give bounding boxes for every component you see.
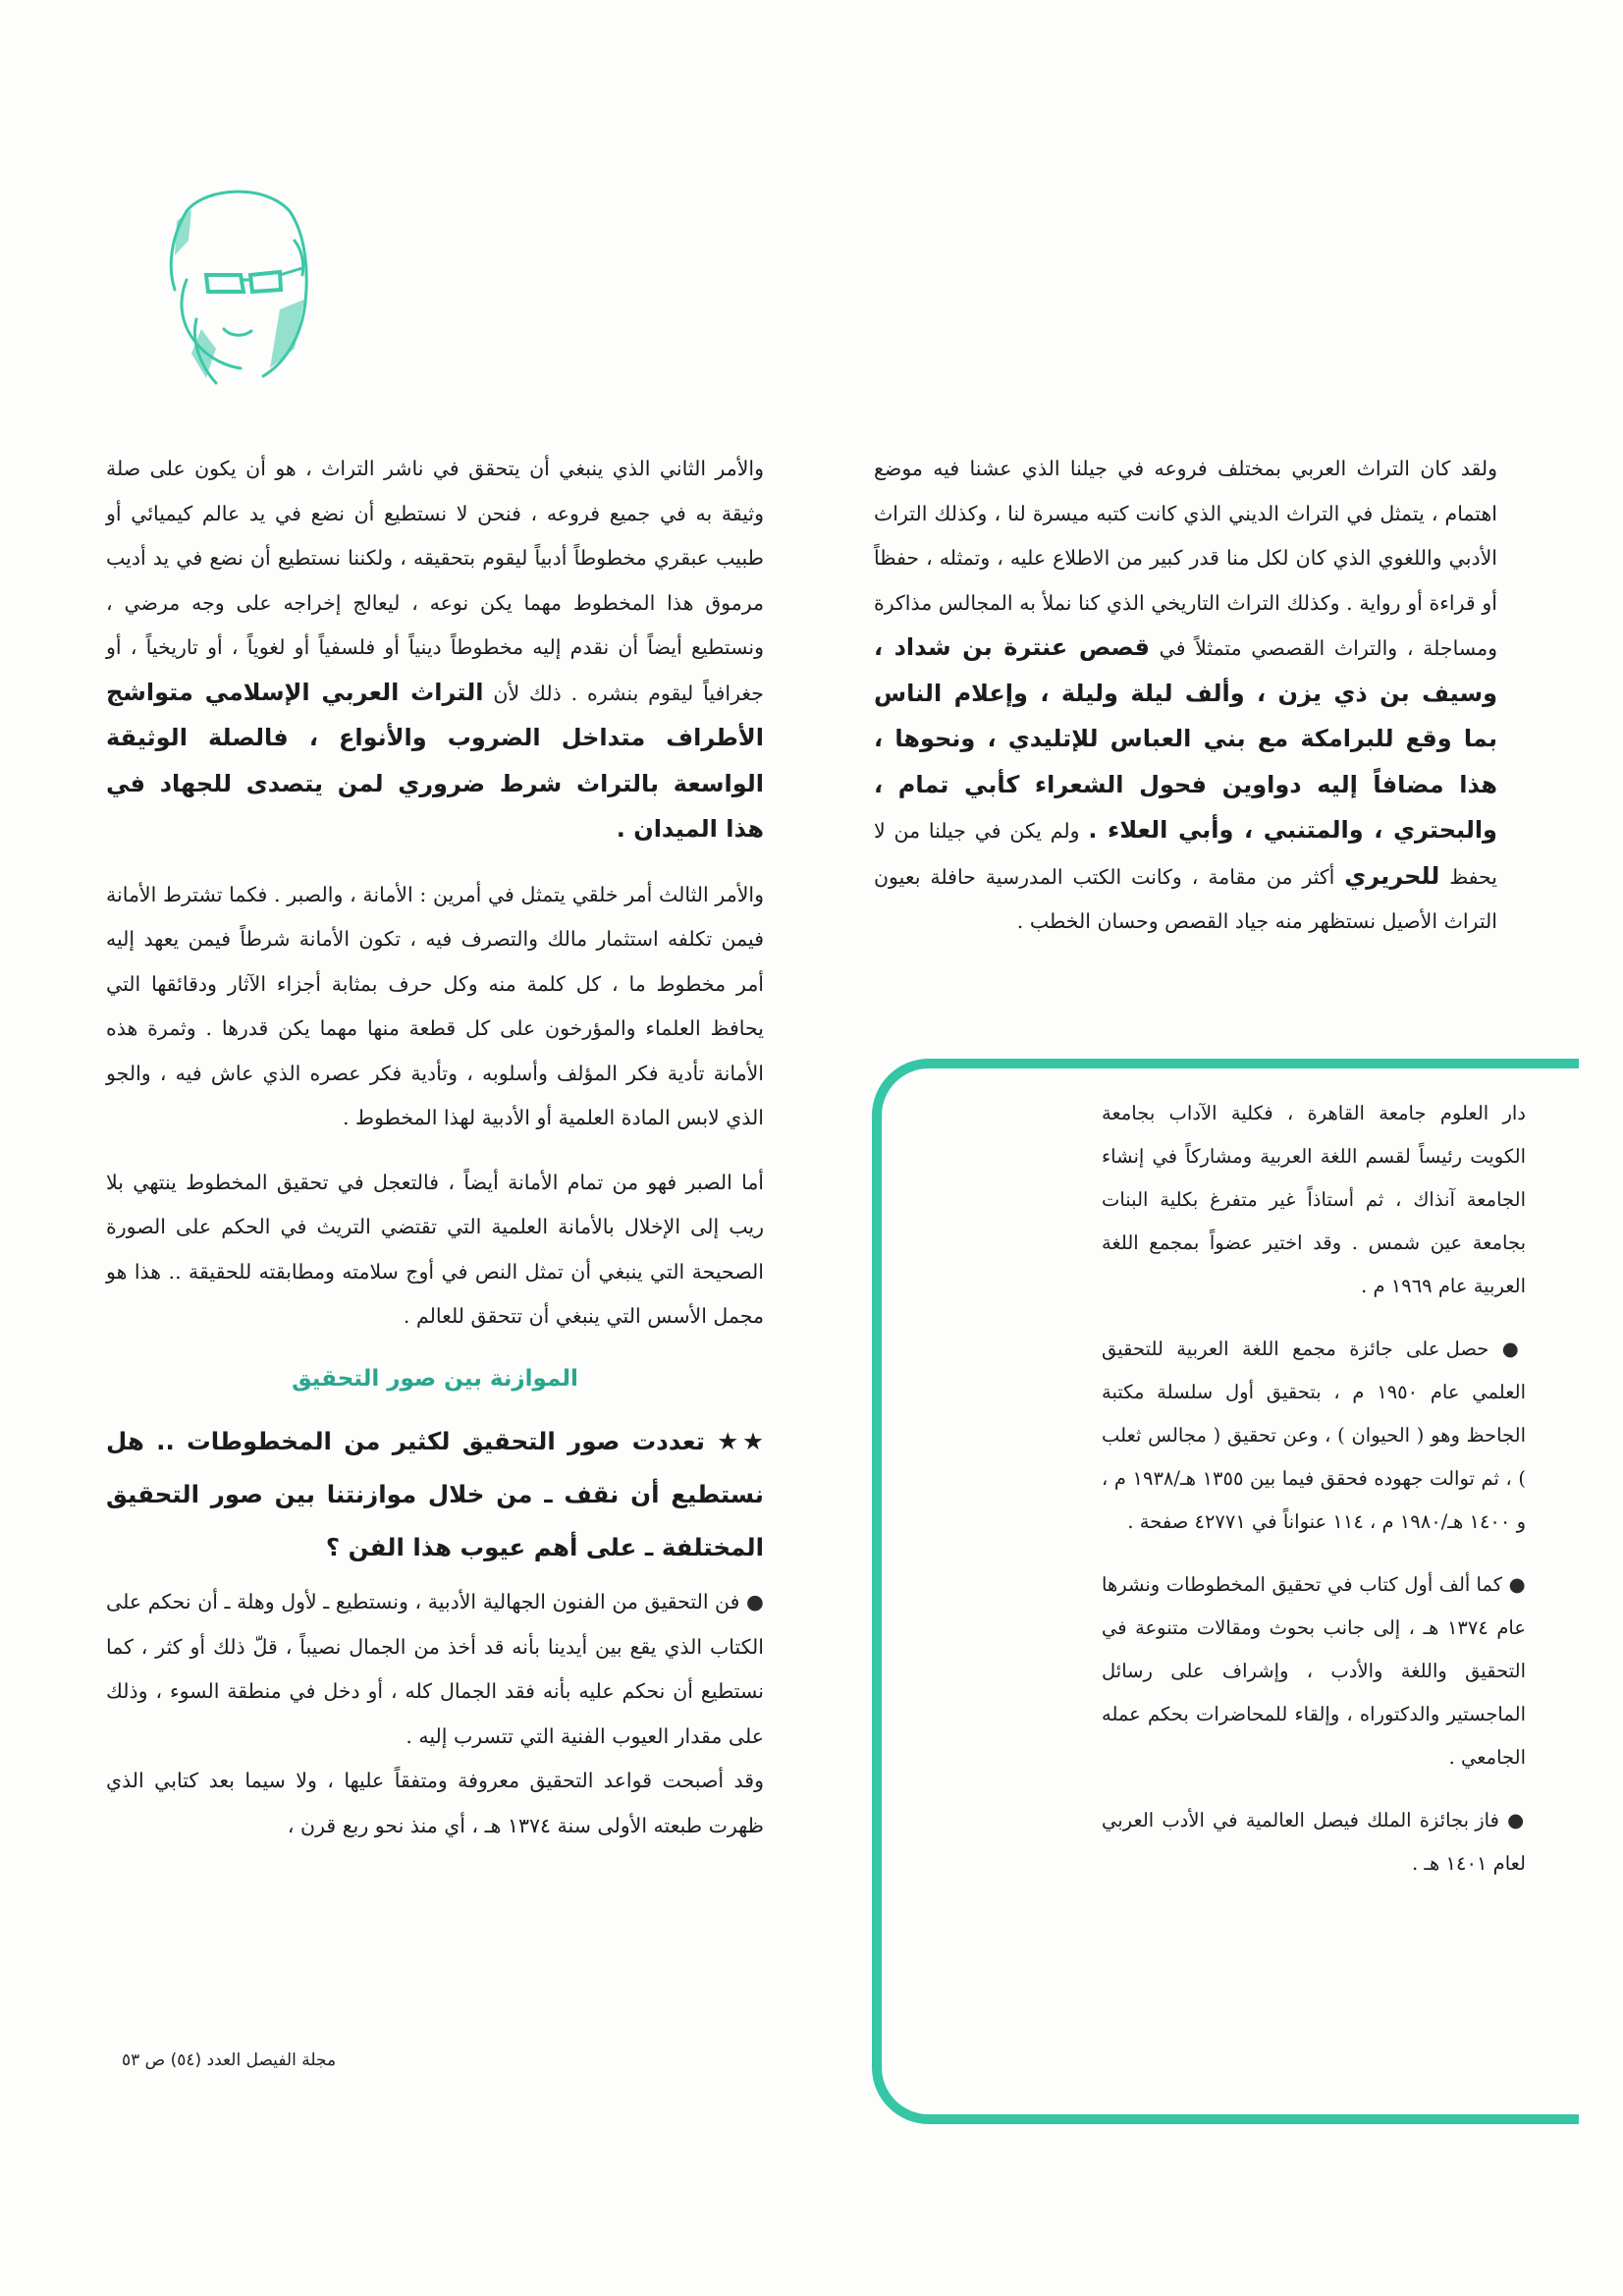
- bullet-icon: ●: [1488, 1338, 1526, 1360]
- page-footer: مجلة الفيصل العدد (٥٤) ص ٥٣: [122, 2050, 337, 2070]
- text-span: جيلنا من لا يحفظ: [874, 819, 1497, 889]
- text-span: والأمر الثاني الذي ينبغي أن يتحقق في ناشر التراث ، هو أن يكون على صلة وثيقة به في جميع فروعه ، فنحن لا نستطيع أن نضع في يد عالم كيميائي أو طبيب عبقري مخطوطاً أدبياً ليقوم بتحقيقه ، ولكننا نستطيع أن نضع في يد أديب مرموق هذا المخطوط مهما يكن نوعه ، ليعالج إخراجه على وجه مرضي ، ونستطيع أيضاً أن نقدم إليه مخطوطاً دينياً أو فلسفياً أو لغوياً ، أو تاريخياً ، أو جغرافياً ليقوم بنشره . ذلك لأن: [106, 457, 764, 705]
- text-line: وكذلك التراث الأدبي واللغوي الذي كان لكل منا قدر كبير من الاطلاع: [874, 501, 1497, 570]
- bio-paragraph: [1102, 1328, 1526, 1544]
- bio-text: كما ألف أول كتاب في تحقيق المخطوطات ونشرها عام ١٣٧٤ هـ ، إلى جانب بحوث ومقالات متنوعة في التحقيق واللغة والأدب ، وإشراف على رسائل الماجستير والدكتوراه ، وإلقاء للمحاضرات بحكم عمله الجامعي .: [1102, 1573, 1526, 1769]
- answer-paragraph-2: وقد أصبحت قواعد التحقيق معروفة ومتفقاً عليها ، ولا سيما بعد كتابي الذي ظهرت طبعته الأولى سنة ١٣٧٤ هـ ، أي منذ نحو ربع قرن ،: [106, 1769, 764, 1837]
- text-span: ولم يكن في: [974, 819, 1080, 843]
- right-paragraph-1: [874, 447, 1497, 945]
- bio-text: حصل على جائزة مجمع اللغة العربية للتحقيق العلمي عام ١٩٥٠ م ، بتحقيق أول سلسلة مكتبة الجاحظ وهو ( الحيوان ) ، وعن تحقيق ( مجالس ثعلب ) ، ثم توالت جهوده فحقق فيما بين ١٣٥٥ هـ/١٩٣٨ م ، و ١٤٠٠ هـ/١٩٨٠ م ، ١١٤ عنواناً في ٤٢٧٧١ صفحة .: [1102, 1338, 1526, 1533]
- text-line: ولقد كان التراث العربي بمختلف فروعه في جيلنا الذي عشنا فيه: [933, 457, 1497, 480]
- text-line: عليه ، وتمثله ، حفظاً أو قراءة أو رواية . وكذلك التراث التاريخي الذي: [874, 546, 1497, 615]
- emphasized-text: للحريري: [1344, 861, 1440, 890]
- section-heading: الموازنة بين صور التحقيق: [292, 1365, 578, 1392]
- right-column: [874, 447, 1497, 945]
- bio-paragraph: دار العلوم جامعة القاهرة ، فكلية الآداب بجامعة الكويت رئيساً لقسم اللغة العربية ومشاركاً في إنشاء الجامعة آنذاك ، ثم أستاذاً غير متفرغ بكلية البنات بجامعة عين شمس . وقد اختير عضواً بمجمع اللغة العربية عام ١٩٦٩ م .: [1102, 1102, 1526, 1297]
- left-column: [106, 447, 764, 1848]
- bio-text: فاز بجائزة الملك فيصل العالمية في الأدب العربي لعام ١٤٠١ هـ .: [1102, 1809, 1526, 1875]
- emphasized-text: قصص عنترة بن شداد ، وسيف بن ذي يزن ، وألف ليلة وليلة ، وإعلام الناس بما وقع للبرامكة مع بني العباس للإتليدي ، ونحوها ، هذا مضافاً إليه دواوين فحول الشعراء كأبي تمام ، والبحتري ، والمتنبي ، وأبي العلاء .: [874, 633, 1497, 844]
- bullet-icon: ●: [1502, 1573, 1526, 1596]
- bio-paragraph: [1102, 1563, 1526, 1779]
- emphasized-text: التراث العربي الإسلامي متواشج الأطراف متداخل الضروب والأنواع ، فالصلة الوثيقة الواسعة بالتراث شرط ضروري لمن يتصدى للجهاد في هذا الميدان .: [106, 678, 764, 843]
- bullet-icon: ●: [739, 1590, 764, 1613]
- text-line: كنا نملأ به المجالس مذاكرة ومساجلة ، والتراث القصصي متمثلاً في: [874, 590, 1497, 660]
- bio-box: [1102, 1092, 1526, 1905]
- text-line: موضع اهتمام ، يتمثل في التراث الديني الذي كانت كتبه ميسرة لنا ،: [874, 457, 1497, 525]
- text-span: أكثر من مقامة ، وكانت الكتب المدرسية حافلة بعيون التراث الأصيل نستظهر منه جياد القصص وحسان الخطب .: [874, 864, 1497, 933]
- interview-question: ★★ تعددت صور التحقيق لكثير من المخطوطات .. هل نستطيع أن نقف ـ من خلال موازنتنا بين صور التحقيق المختلفة ـ على أهم عيوب هذا الفن ؟: [106, 1427, 764, 1561]
- answer-text: فن التحقيق من الفنون الجهالية الأدبية ، ونستطيع ـ لأول وهلة ـ أن نحكم على الكتاب الذي يقع بين أيدينا بأنه قد أخذ من الجمال نصيباً ، قلّ ذلك أو كثر ، كما نستطيع أن نحكم عليه بأنه فقد الجمال كله ، أو دخل في منطقة السوء ، وذلك على مقدار العيوب الفنية التي تتسرب إليه .: [106, 1590, 764, 1748]
- left-paragraph-1: [106, 447, 764, 853]
- left-paragraph-3: أما الصبر فهو من تمام الأمانة أيضاً ، فالتعجل في تحقيق المخطوط ينتهي بلا ريب إلى الإخلال بالأمانة العلمية التي تقتضي التريث في الحكم على الصورة الصحيحة التي ينبغي أن تمثل النص في أوج سلامته ومطابقته للحقيقة .. هذا هو مجمل الأسس التي ينبغي أن تتحقق للعالم .: [106, 1170, 764, 1328]
- answer-paragraph-1: [106, 1580, 764, 1759]
- bio-paragraph: [1102, 1799, 1526, 1886]
- author-portrait-sketch: [147, 182, 319, 393]
- left-paragraph-2: والأمر الثالث أمر خلقي يتمثل في أمرين : الأمانة ، والصبر . فكما تشترط الأمانة فيمن تكلفه استثمار مالك والتصرف فيه ، تكون الأمانة شرطاً فيمن يعهد إليه أمر مخطوط ما ، كل كلمة منه وكل حرف بمثابة أجزاء الآثار ودقائقها التي يحافظ العلماء والمؤرخون على كل قطعة منها مهما يكن قدرها . وثمرة هذه الأمانة تأدية فكر المؤلف وأسلوبه ، وتأدية فكر عصره الذي عاش فيه ، والجو الذي لابس المادة العلمية أو الأدبية لهذا المخطوط .: [106, 882, 764, 1129]
- bullet-icon: ●: [1498, 1809, 1526, 1831]
